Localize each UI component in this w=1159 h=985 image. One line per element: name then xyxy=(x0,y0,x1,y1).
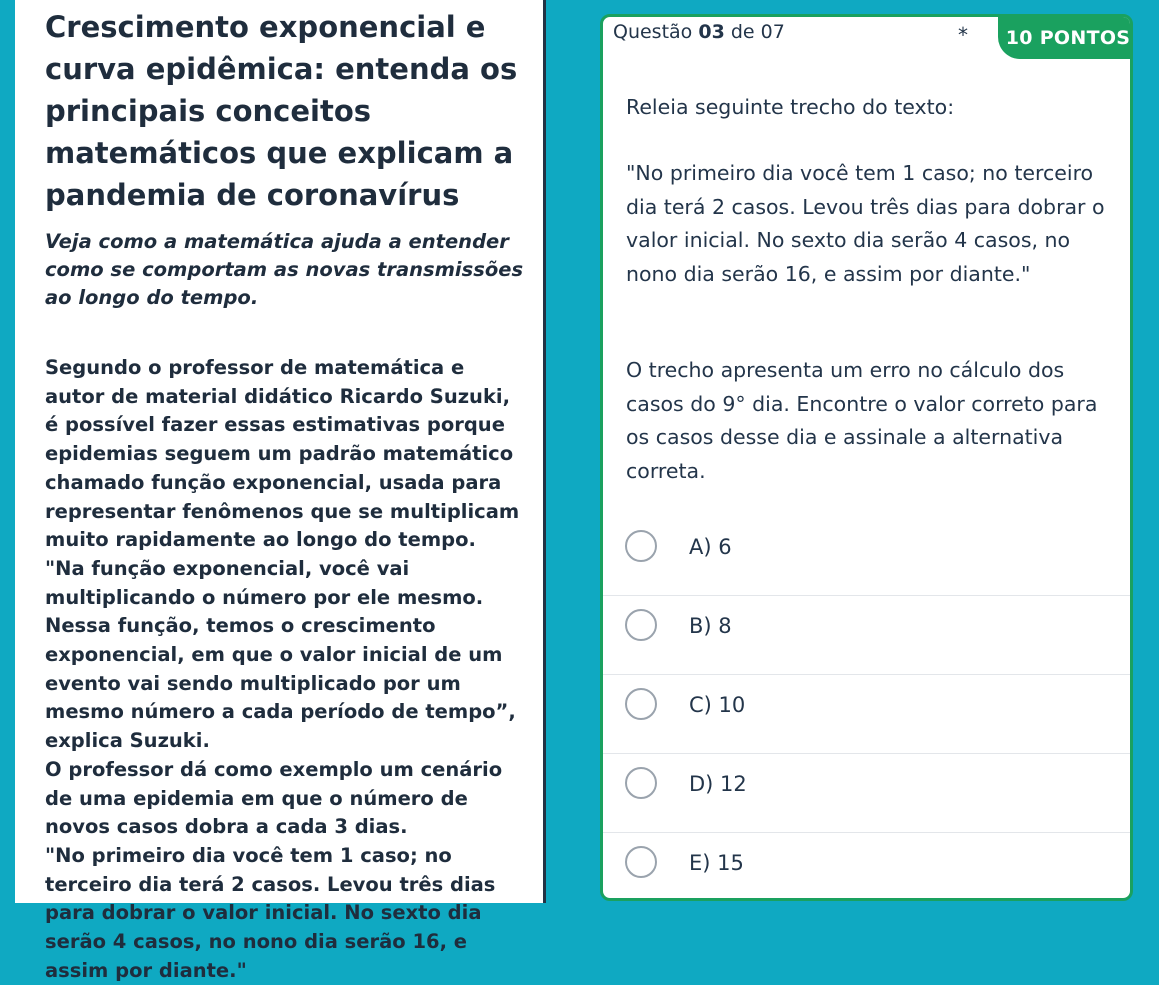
option-c[interactable] xyxy=(603,675,1130,754)
option-b[interactable] xyxy=(603,596,1130,675)
option-label: D) 12 xyxy=(689,772,747,796)
article-paragraph-2: "Na função exponencial, você vai multiplicando o número por ele mesmo. Nessa função, temos o crescimento exponencial, em que o valor inicial de um evento vai sendo multiplicado por um mesmo número a cada período de tempo”, explica Suzuki. xyxy=(45,556,516,753)
article-paragraph-3: O professor dá como exemplo um cenário de uma epidemia em que o número de novos casos dobra a cada 3 dias. xyxy=(45,757,503,839)
question-header xyxy=(613,21,785,43)
option-label: C) 10 xyxy=(689,693,746,717)
question-number: 03 xyxy=(698,21,725,43)
article-paragraph-1: Segundo o professor de matemática e autor de material didático Ricardo Suzuki, é possível fazer essas estimativas porque epidemias seguem um padrão matemático chamado função exponencial, usada para representar fenômenos que se multiplicam muito rapidamente ao longo do tempo. xyxy=(45,356,520,552)
article-subtitle: Veja como a matemática ajuda a entender como se comportam as novas transmissões ao longo do tempo. xyxy=(45,230,524,309)
article-title: Crescimento exponencial e curva epidêmica: entenda os principais conceitos matemáticos que explicam a pandemia de coronavírus xyxy=(45,10,518,212)
radio-circle-icon[interactable] xyxy=(625,846,657,878)
option-d[interactable] xyxy=(603,754,1130,833)
option-a[interactable] xyxy=(603,517,1130,596)
article-panel xyxy=(15,0,546,982)
option-e[interactable] xyxy=(603,833,1130,901)
question-prompt: O trecho apresenta um erro no cálculo dos casos do 9° dia. Encontre o valor correto para os casos desse dia e assinale a alternativa correta. xyxy=(626,358,1098,483)
required-mark: * xyxy=(958,23,968,47)
option-label: A) 6 xyxy=(689,535,732,559)
radio-circle-icon[interactable] xyxy=(625,609,657,641)
question-card xyxy=(600,14,1133,901)
question-label: Questão xyxy=(613,21,693,43)
answer-options xyxy=(603,517,1130,901)
question-total: de 07 xyxy=(730,21,785,43)
points-badge: 10 PONTOS xyxy=(998,17,1133,59)
radio-circle-icon[interactable] xyxy=(625,688,657,720)
article-paragraph-4: "No primeiro dia você tem 1 caso; no terceiro dia terá 2 casos. Levou três dias para dobrar o valor inicial. No sexto dia serão 4 casos, no nono dia serão 16, e assim por diante." xyxy=(45,843,496,982)
option-label: E) 15 xyxy=(689,851,744,875)
option-label: B) 8 xyxy=(689,614,732,638)
radio-circle-icon[interactable] xyxy=(625,530,657,562)
radio-circle-icon[interactable] xyxy=(625,767,657,799)
question-intro: Releia seguinte trecho do texto: xyxy=(626,95,955,119)
question-quote: "No primeiro dia você tem 1 caso; no terceiro dia terá 2 casos. Levou três dias para dobrar o valor inicial. No sexto dia serão 4 casos, no nono dia serão 16, e assim por diante." xyxy=(626,161,1105,286)
